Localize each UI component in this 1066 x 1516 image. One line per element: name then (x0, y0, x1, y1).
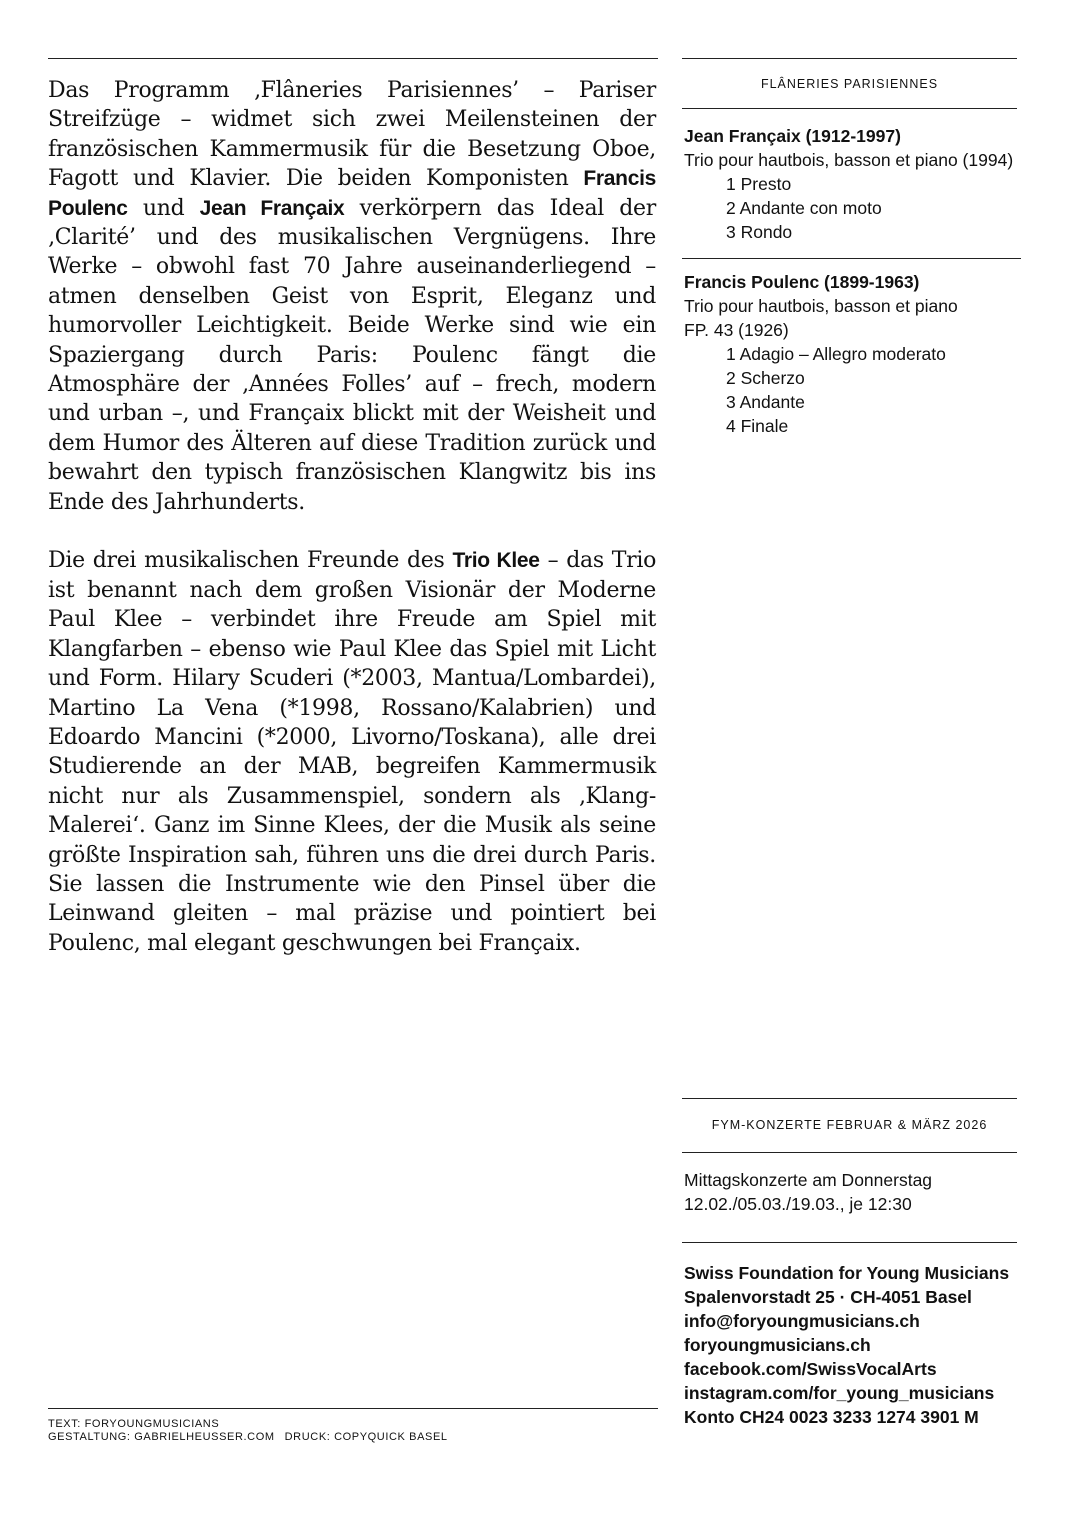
concerts-header: FYM-KONZERTE FEBRUAR & MÄRZ 2026 (711, 1118, 988, 1132)
program-work-2 (684, 270, 958, 438)
program-header-rule (682, 108, 1017, 109)
composer-poulenc: Francis Poulenc (48, 167, 656, 220)
work-1-title: Trio pour hautbois, basson et piano (1994) (684, 150, 1014, 170)
work-2-movement: 3 Andante (726, 392, 805, 412)
article-paragraph-2: Die drei musikalischen Freunde des Trio Klee – das Trio ist benannt nach dem großen Visionär der Moderne Paul Klee – verbindet ihre Freude am Spiel mit Klangfarben – ebenso wie Paul Klee das Spiel mit Licht und Form. Hilary Scuderi (*2003, Mantua/Lombardei), Martino La Vena (*1998, Rossano/Kalabrien) und Edoardo Mancini (*2000, Livorno/Toskana), alle drei Studierende an der MAB, begreifen Kammermusik nicht nur als Zusammenspiel, sondern als ‚Klang-Malerei‘. Ganz im Sinne Klees, der die Musik als seine größte Inspiration sah, führen uns die drei durch Paris. Sie lassen die Instrumente wie den Pinsel über die Leinwand gleiten – mal präzise und pointiert bei Poulenc, mal elegant geschwungen bei Françaix. (48, 548, 657, 956)
concerts-info (684, 1168, 932, 1216)
article-body (48, 76, 656, 958)
work-2-title: Trio pour hautbois, basson et piano (684, 296, 958, 316)
credits-design: GESTALTUNG: GABRIELHEUSSER.COM (48, 1431, 275, 1443)
credits (48, 1418, 448, 1444)
credits-print: DRUCK: COPYQUICK BASEL (284, 1431, 448, 1443)
work-2-catalog: FP. 43 (1926) (684, 320, 789, 340)
contact-organization: Swiss Foundation for Young Musicians (684, 1263, 1010, 1283)
work-1-movement: 1 Presto (726, 174, 792, 194)
contact-bank-account: Konto CH24 0023 3233 1274 3901 M (684, 1407, 979, 1427)
concerts-top-rule (682, 1098, 1017, 1099)
contact-facebook: facebook.com/SwissVocalArts (684, 1359, 937, 1379)
credits-design-print (48, 1431, 448, 1444)
work-2-movement: 4 Finale (726, 416, 789, 436)
contact-instagram: instagram.com/for_young_musicians (684, 1383, 995, 1403)
top-rule-left (48, 58, 658, 59)
concerts-series: Mittagskonzerte am Donnerstag (684, 1170, 933, 1190)
work-1-movement: 3 Rondo (726, 222, 793, 242)
article-paragraph-1: Das Programm ‚Flâneries Parisiennes’ – Pariser Streifzüge – widmet sich zwei Meilensteinen der französischen Kammermusik für die Besetzung Oboe, Fagott und Klavier. Die beiden Komponisten Francis Poulenc und Jean Françaix verkörpern das Ideal der ‚Clarité’ und des musikalischen Vergnügens. Ihre Werke – obwohl fast 70 Jahre auseinanderliegend – atmen denselben Geist von Esprit, Eleganz und humorvoller Leichtigkeit. Beide Werke sind wie ein Spaziergang durch Paris: Poulenc fängt die Atmosphäre der ‚Années Folles’ auf – frech, modern und urban –, und Françaix blickt mit der Weisheit und dem Humor des Älteren auf diese Tradition zurück und bewahrt den typisch französischen Klangwitz bis ins Ende des Jahrhunderts. (48, 78, 656, 515)
credits-rule (48, 1408, 658, 1409)
ensemble-name: Trio Klee (452, 549, 540, 573)
work-2-movement: 1 Adagio – Allegro moderato (726, 344, 946, 364)
contact-website: foryoungmusicians.ch (684, 1335, 871, 1355)
contact-email: info@foryoungmusicians.ch (684, 1311, 920, 1331)
program-header: FLÂNERIES PARISIENNES (760, 77, 939, 91)
work-2-movement: 2 Scherzo (726, 368, 805, 388)
program-divider-rule (682, 258, 1021, 259)
work-1-composer: Jean Françaix (1912-1997) (684, 126, 901, 146)
composer-francaix: Jean Françaix (199, 196, 345, 220)
program-work-1 (684, 124, 1013, 244)
credits-text: TEXT: FORYOUNGMUSICIANS (48, 1418, 220, 1430)
contact-address: Spalenvorstadt 25 · CH-4051 Basel (684, 1287, 972, 1307)
concerts-header-rule (682, 1152, 1017, 1153)
top-rule-right (682, 58, 1017, 59)
work-2-composer: Francis Poulenc (1899-1963) (684, 272, 920, 292)
contact-block (684, 1261, 1009, 1429)
concerts-dates: 12.02./05.03./19.03., je 12:30 (684, 1194, 912, 1214)
contact-top-rule (682, 1242, 1017, 1243)
work-1-movement: 2 Andante con moto (726, 198, 882, 218)
